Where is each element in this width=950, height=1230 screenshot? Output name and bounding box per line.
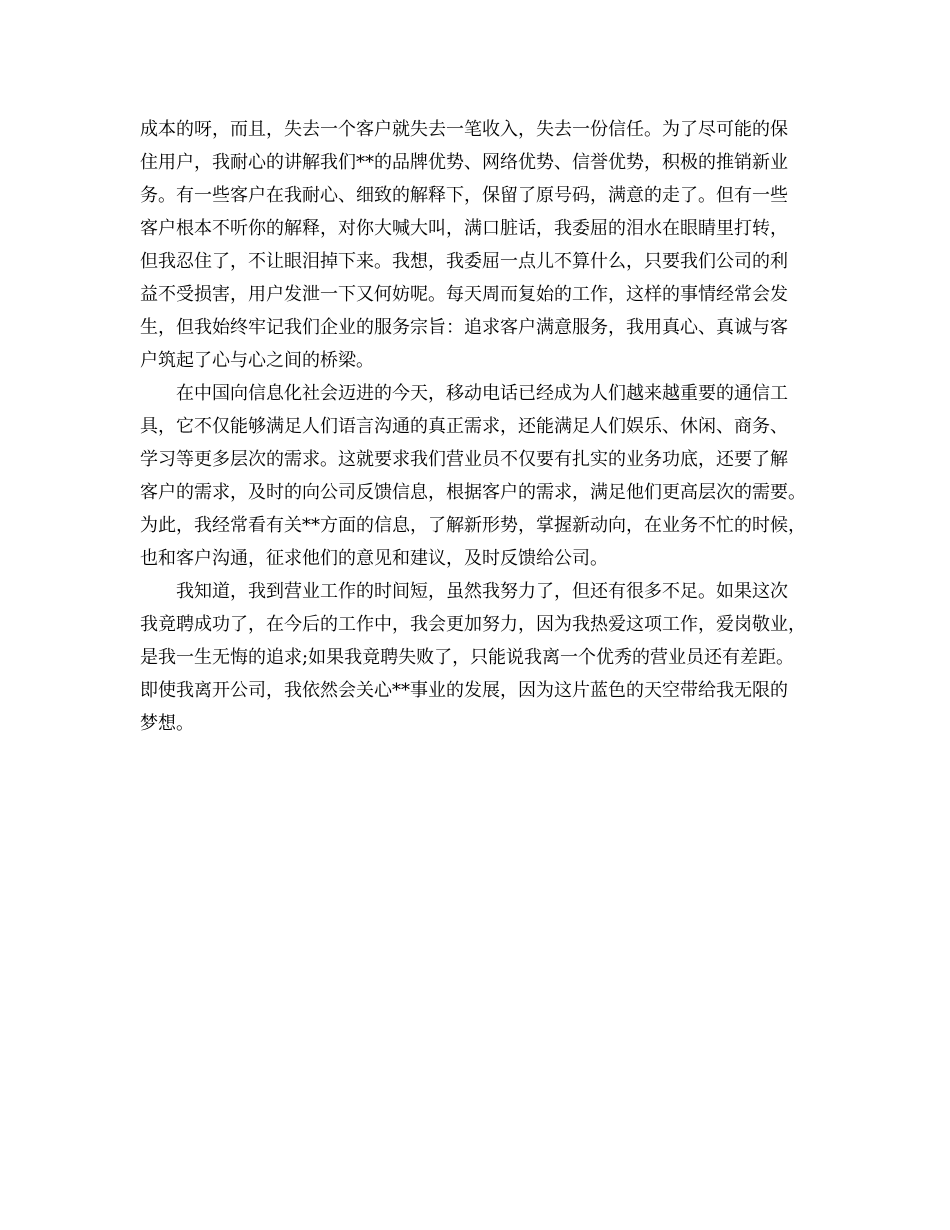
text-line: 我竟聘成功了，在今后的工作中，我会更加努力，因为我热爱这项工作，爱岗敬业，	[140, 614, 806, 635]
text-line: 务。有一些客户在我耐心、细致的解释下，保留了原号码，满意的走了。但有一些	[140, 185, 788, 206]
text-line: 客户根本不听你的解释，对你大喊大叫，满口脏话，我委屈的泪水在眼睛里打转，	[140, 218, 788, 239]
text-line: 学习等更多层次的需求。这就要求我们营业员不仅要有扎实的业务功底，还要了解	[140, 449, 788, 470]
text-line: 梦想。	[140, 713, 194, 734]
text-line: 住用户，我耐心的讲解我们**的品牌优势、网络优势、信誉优势，积极的推销新业	[140, 152, 788, 173]
text-line: 益不受损害，用户发泄一下又何妨呢。每天周而复始的工作，这样的事情经常会发	[140, 284, 788, 305]
text-line: 为此，我经常看有关**方面的信息，了解新形势，掌握新动向，在业务不忙的时候，	[140, 515, 806, 536]
document-body	[140, 113, 820, 740]
text-line: 生，但我始终牢记我们企业的服务宗旨：追求客户满意服务，我用真心、真诚与客	[140, 317, 788, 338]
text-line: 即使我离开公司，我依然会关心**事业的发展，因为这片蓝色的天空带给我无限的	[140, 680, 788, 701]
text-line: 户筑起了心与心之间的桥梁。	[140, 350, 374, 371]
text-line: 客户的需求，及时的向公司反馈信息，根据客户的需求，满足他们更高层次的需要。	[140, 482, 806, 503]
text-line: 我知道，我到营业工作的时间短，虽然我努力了，但还有很多不足。如果这次	[176, 581, 788, 602]
text-line: 是我一生无悔的追求;如果我竟聘失败了，只能说我离一个优秀的营业员还有差距。	[140, 647, 795, 668]
text-line: 具，它不仅能够满足人们语言沟通的真正需求，还能满足人们娱乐、休闲、商务、	[140, 416, 788, 437]
text-line: 在中国向信息化社会迈进的今天，移动电话已经成为人们越来越重要的通信工	[176, 383, 788, 404]
text-line: 也和客户沟通，征求他们的意见和建议，及时反馈给公司。	[140, 548, 608, 569]
text-line: 但我忍住了，不让眼泪掉下来。我想，我委屈一点儿不算什么，只要我们公司的利	[140, 251, 788, 272]
text-line: 成本的呀，而且，失去一个客户就失去一笔收入，失去一份信任。为了尽可能的保	[140, 119, 788, 140]
